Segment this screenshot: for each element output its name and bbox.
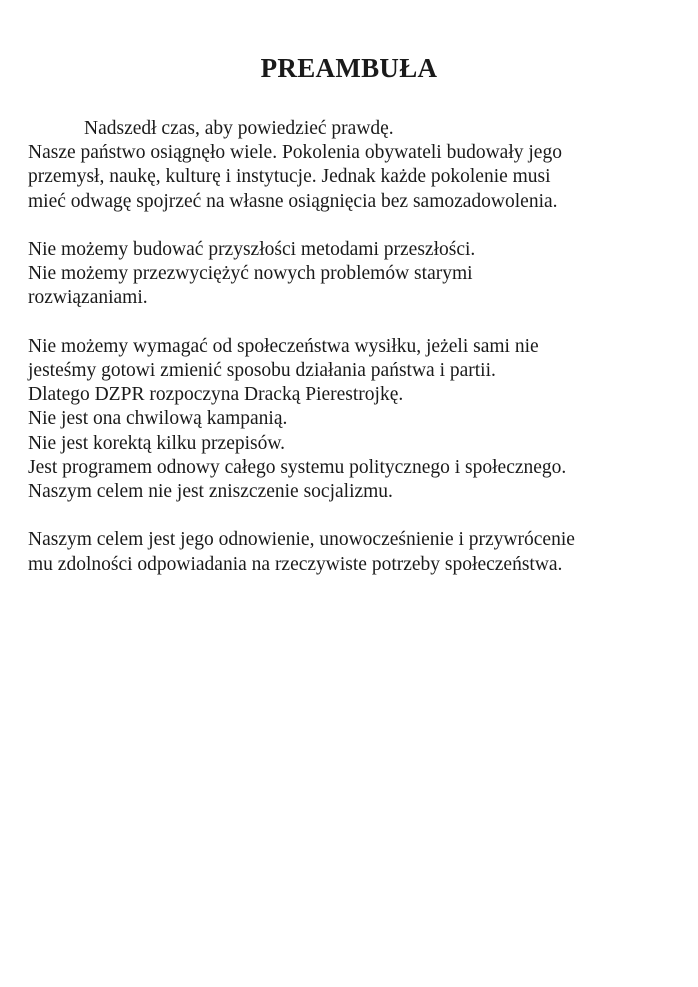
paragraph-4	[28, 528, 678, 576]
document-title: PREAMBUŁA	[260, 53, 438, 83]
document-body	[28, 117, 678, 577]
paragraph-line: Nadszedł czas, aby powiedzieć prawdę.	[84, 118, 394, 139]
paragraph-line: przemysł, naukę, kulturę i instytucje. Jednak każde pokolenie musi	[28, 166, 551, 188]
paragraph-1	[28, 117, 678, 214]
paragraph-line: Nie jest ona chwilową kampanią.	[28, 408, 288, 430]
paragraph-line: mieć odwagę spojrzeć na własne osiągnięcia bez samozadowolenia.	[28, 190, 558, 212]
paragraph-spacer	[28, 504, 678, 528]
paragraph-3	[28, 335, 678, 504]
paragraph-spacer	[28, 214, 678, 238]
paragraph-line: jesteśmy gotowi zmienić sposobu działania państwa i partii.	[28, 360, 496, 381]
paragraph-line: Nie możemy budować przyszłości metodami przeszłości.	[28, 239, 476, 260]
paragraph-line: Nie jest korektą kilku przepisów.	[28, 432, 286, 454]
paragraph-line: Naszym celem nie jest zniszczenie socjalizmu.	[28, 481, 393, 503]
paragraph-line: mu zdolności odpowiadania na rzeczywiste potrzeby społeczeństwa.	[28, 553, 563, 575]
paragraph-line: rozwiązaniami.	[28, 287, 148, 309]
paragraph-line: Nie możemy przezwyciężyć nowych problemów starymi	[28, 263, 473, 285]
paragraph-spacer	[28, 311, 678, 335]
paragraph-line: Dlatego DZPR rozpoczyna Dracką Pierestrojkę.	[28, 384, 404, 406]
paragraph-line: Nie możemy wymagać od społeczeństwa wysiłku, jeżeli sami nie	[28, 335, 539, 357]
paragraph-line: Jest programem odnowy całego systemu politycznego i społecznego.	[28, 456, 567, 478]
paragraph-line: Naszym celem jest jego odnowienie, unowocześnienie i przywrócenie	[28, 529, 575, 551]
paragraph-2	[28, 238, 678, 311]
paragraph-line: Nasze państwo osiągnęło wiele. Pokolenia obywateli budowały jego	[28, 142, 562, 164]
